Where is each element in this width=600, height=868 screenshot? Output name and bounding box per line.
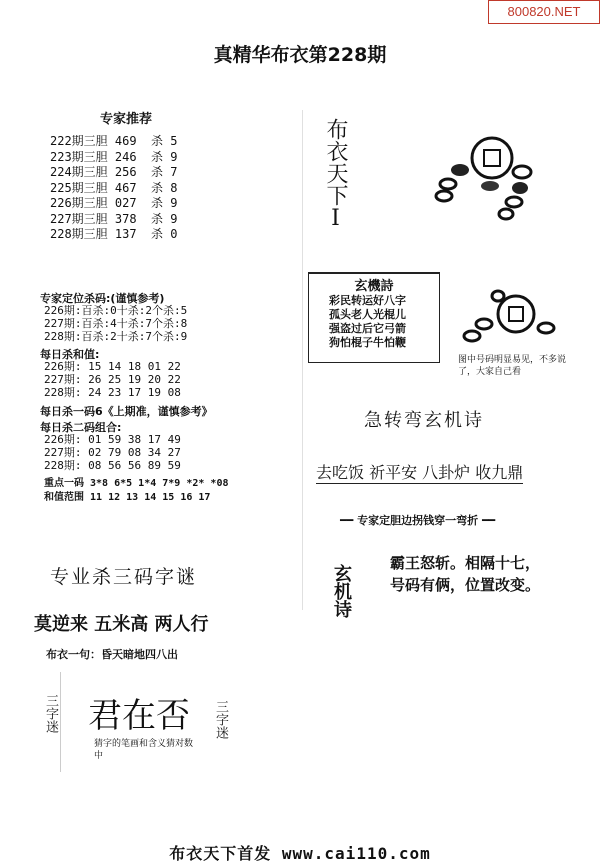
char-riddle-note: 猜字的笔画和含义猜对数中 — [94, 739, 194, 761]
list-item: 226期三胆 027 杀 9 — [50, 196, 178, 210]
one-kill-line: 每日杀一码6《上期准，谨慎参考》 — [40, 405, 213, 418]
expert-heading: 专家推荐 — [100, 112, 153, 127]
sum-kill-list — [44, 360, 181, 399]
list-item: 强盗过后它弓箭 — [329, 322, 406, 335]
coin-chain-illustration-small — [458, 286, 568, 356]
page-title: 真精华布衣第228期 — [213, 44, 387, 66]
char-riddle-left-label: 三字迷 — [43, 694, 58, 733]
list-item: 224期三胆 256 杀 7 — [50, 165, 178, 179]
footer: 布衣天下首发 www.cai110.com — [169, 844, 431, 863]
expert-list — [50, 134, 177, 243]
key-points-line: 重点一码 3*8 6*5 1*4 7*9 *2* *08 — [44, 478, 229, 489]
list-item: 223期三胆 246 杀 9 — [50, 149, 178, 164]
urgent-line: 去吃饭 祈平安 八卦炉 收九鼎 — [316, 460, 523, 484]
watermark-logo: 800820.NET — [488, 0, 600, 24]
dash-right: ━━ — [481, 514, 496, 527]
expert-dan-line — [340, 512, 495, 528]
list-item: 228期: 08 56 56 89 59 — [44, 459, 181, 472]
list-item: 彩民转运好八字 — [329, 294, 406, 307]
position-kill-list — [44, 304, 187, 343]
list-item: 孤头老人光棍儿 — [329, 308, 406, 321]
xuanji-poem-vertical: 玄机诗 — [331, 564, 352, 618]
list-item: 226期:百杀:0十杀:2个杀:5 — [44, 304, 188, 317]
dash-left: ━━ — [340, 514, 354, 527]
two-kill-list — [44, 433, 181, 472]
char-riddle-center: 君在否 — [88, 696, 190, 736]
list-item: 227期:百杀:4十杀:7个杀:8 — [44, 317, 188, 330]
list-item: 222期三胆 469 杀 5 — [50, 134, 178, 148]
urgent-heading: 急转弯玄机诗 — [364, 410, 484, 431]
list-item: 227期: 26 25 19 20 22 — [44, 373, 181, 386]
list-item: 狗怕棍子牛怕鞭 — [329, 336, 406, 349]
list-item: 228期:百杀:2十杀:7个杀:9 — [44, 330, 188, 343]
xuanji-poem-line2: 号码有俩，位置改变。 — [390, 576, 541, 594]
list-item: 226期: 01 59 38 17 49 — [44, 433, 181, 446]
list-item: 225期三胆 467 杀 8 — [50, 180, 178, 195]
list-item: 227期: 02 79 08 34 27 — [44, 446, 181, 459]
sum-kill-heading: 每日杀和值: — [40, 348, 100, 361]
expert-dan-text: 专家定胆边拐钱穿一弯折 — [357, 514, 479, 527]
sum-range-line: 和值范围 11 12 13 14 15 16 17 — [44, 492, 211, 503]
divider — [60, 672, 65, 772]
riddle-heading: 专业杀三码字谜 — [50, 566, 198, 588]
char-riddle-right-label: 三字迷 — [213, 700, 228, 739]
list-item: 226期: 15 14 18 01 22 — [44, 360, 181, 373]
xuanji-caption: 图中号码明显易见，不多说了，大家自己看 — [458, 355, 567, 377]
position-kill-heading: 专家定位杀码:(谨慎参考) — [40, 292, 165, 305]
riddle-line: 莫逆来 五米高 两人行 — [34, 614, 209, 635]
list-item: 228期: 24 23 17 19 08 — [44, 386, 181, 399]
xuanji-box — [308, 272, 440, 363]
xuanji-heading: 玄機詩 — [354, 279, 394, 294]
coin-chain-illustration — [430, 130, 550, 230]
xuanji-poem-lines — [329, 294, 406, 350]
list-item: 228期三胆 137 杀 0 — [50, 227, 178, 241]
two-kill-heading: 每日杀二码组合: — [40, 421, 122, 434]
list-item: 227期三胆 378 杀 9 — [50, 211, 178, 226]
riddle-sentence: 布衣一句：昏天暗地四八出 — [46, 648, 178, 661]
brand-vertical: 布衣天下I — [323, 118, 348, 231]
xuanji-poem-line1: 霸王怒斩。相隔十七， — [390, 554, 541, 572]
column-divider — [302, 110, 303, 610]
